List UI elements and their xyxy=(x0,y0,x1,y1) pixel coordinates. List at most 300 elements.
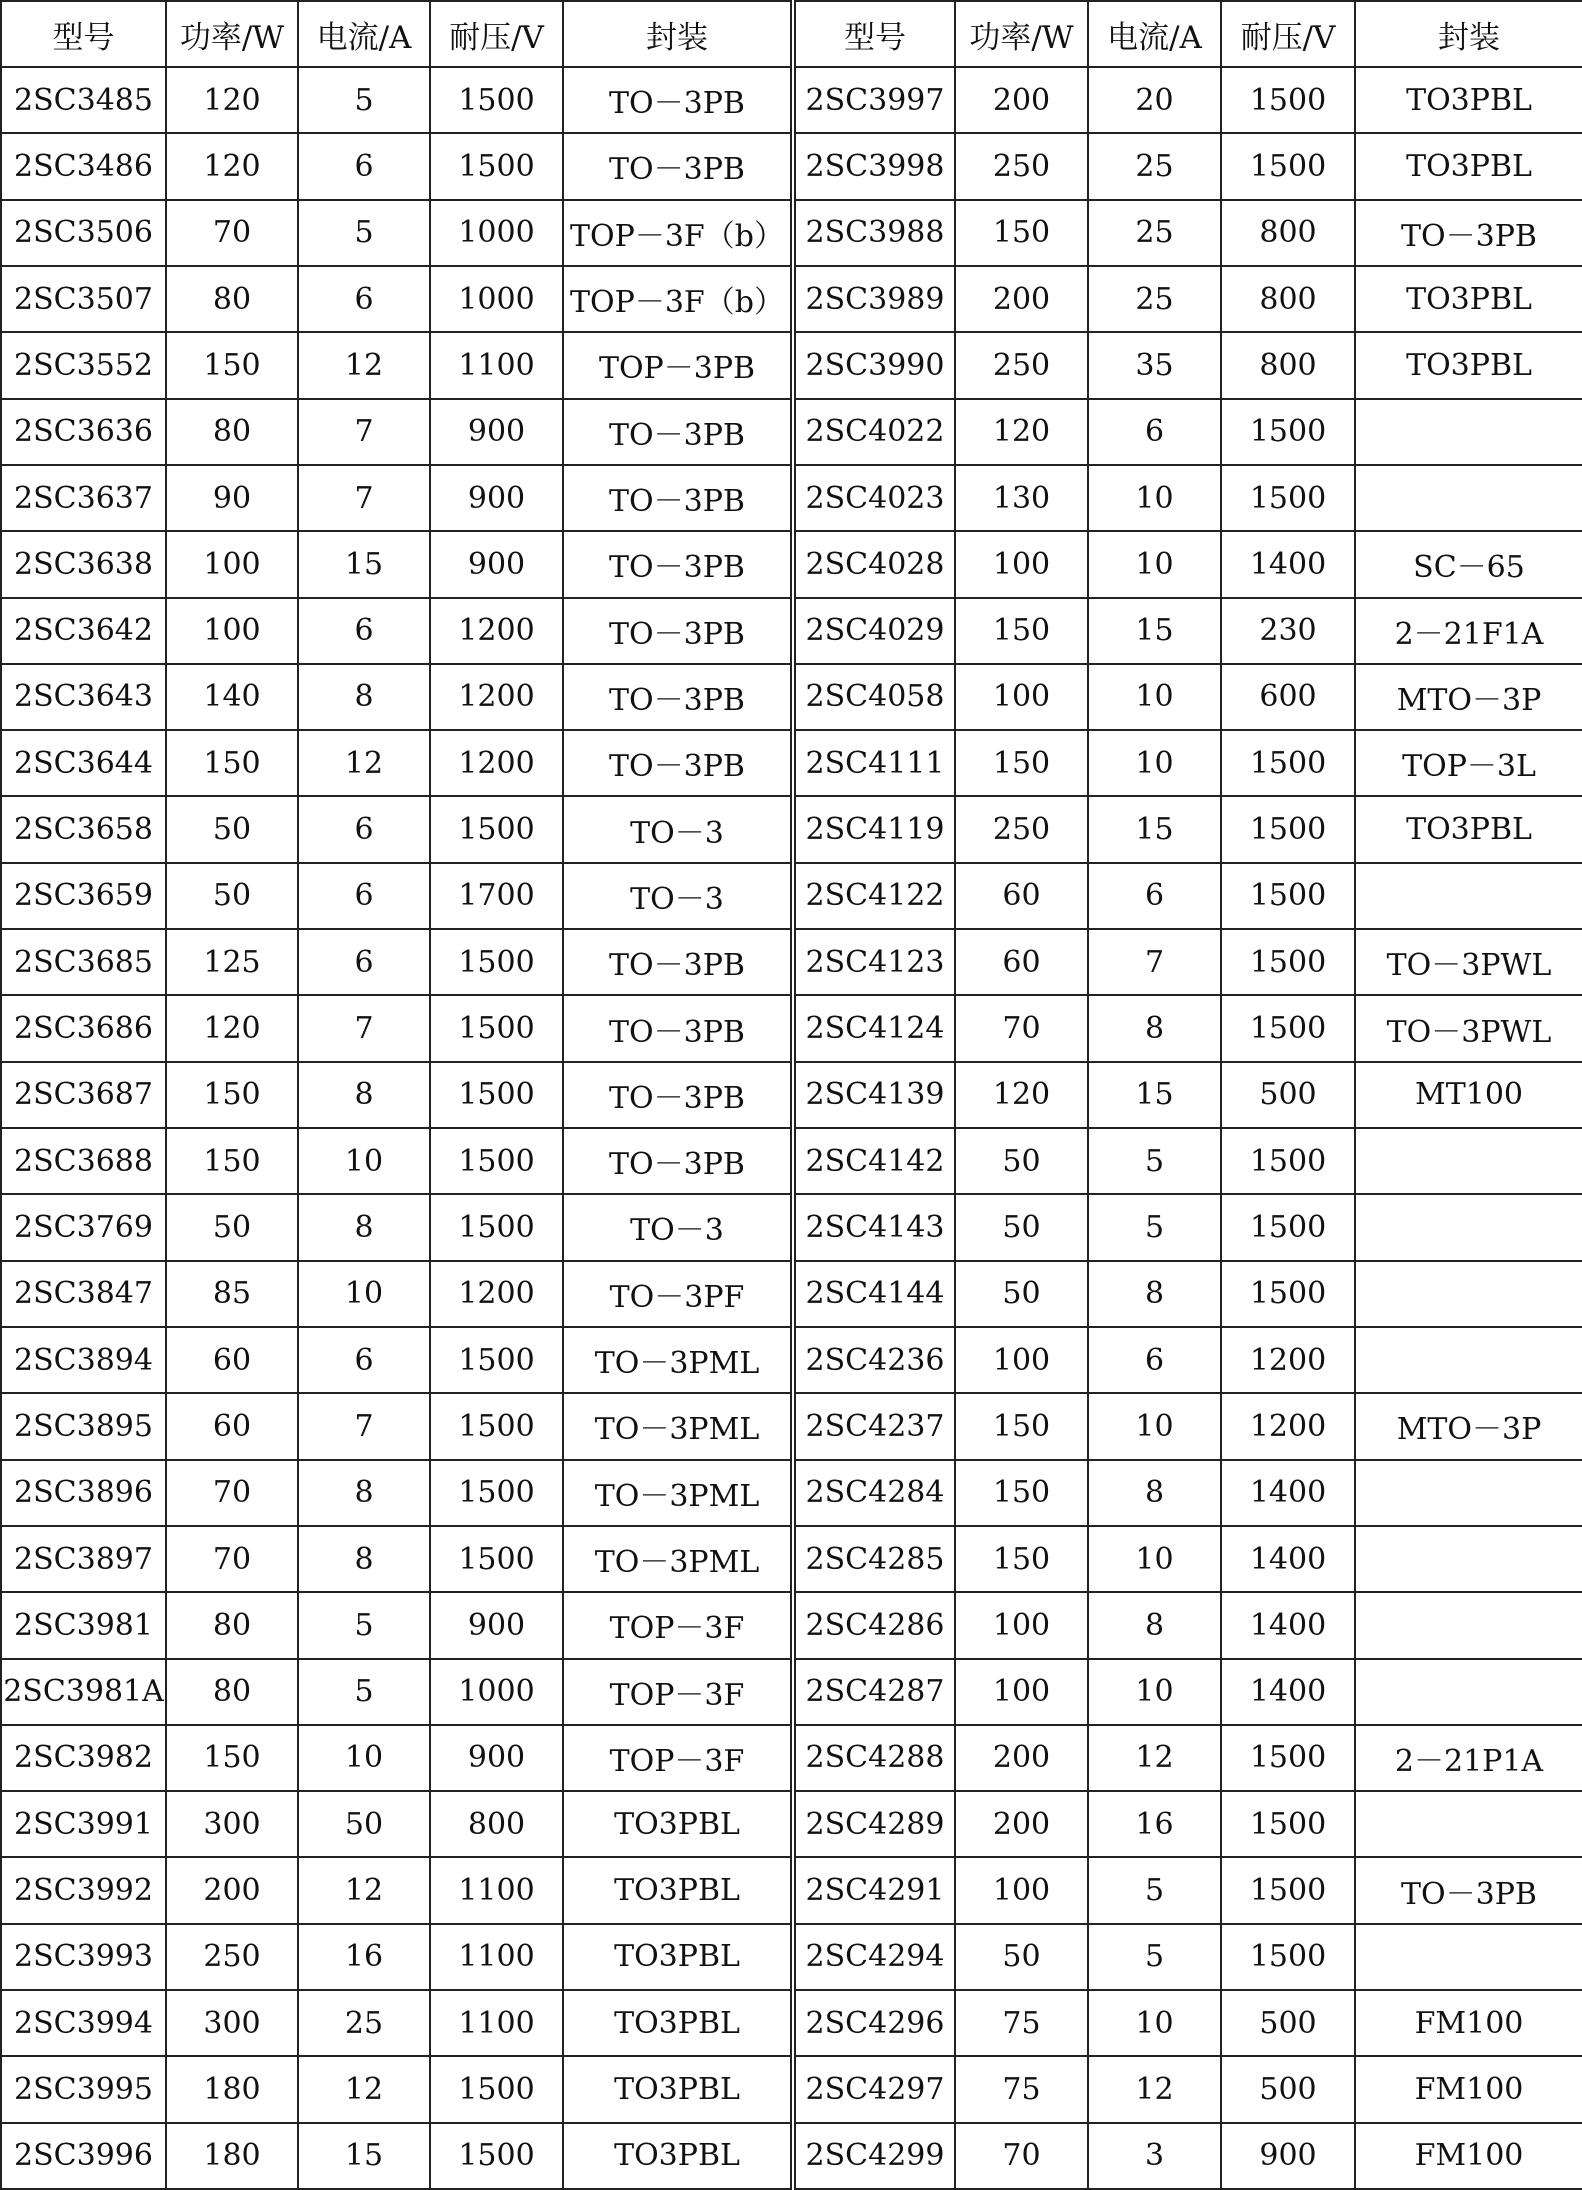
table-row xyxy=(1,2123,1582,2189)
cell-current-right: 10 xyxy=(1088,1659,1221,1725)
cell-voltage-left: 1500 xyxy=(430,929,563,995)
cell-model-right: 2SC4288 xyxy=(793,1725,955,1791)
cell-voltage-left: 1500 xyxy=(430,67,563,133)
cell-package-right: MTO－3P xyxy=(1355,664,1582,730)
cell-voltage-right: 1200 xyxy=(1221,1327,1355,1393)
cell-package-left: TO－3PB xyxy=(563,598,793,664)
cell-power-right: 200 xyxy=(955,1791,1088,1857)
cell-package-left: TO－3 xyxy=(563,1194,793,1260)
cell-voltage-left: 1500 xyxy=(430,796,563,862)
cell-package-left: TO3PBL xyxy=(563,1990,793,2056)
cell-package-right xyxy=(1355,1261,1582,1327)
table-row xyxy=(1,1791,1582,1857)
cell-voltage-left: 1700 xyxy=(430,863,563,929)
cell-current-left: 50 xyxy=(298,1791,430,1857)
cell-voltage-left: 800 xyxy=(430,1791,563,1857)
cell-power-right: 100 xyxy=(955,1857,1088,1923)
table-row xyxy=(1,332,1582,398)
cell-package-left: TO－3PB xyxy=(563,1062,793,1128)
cell-current-right: 8 xyxy=(1088,995,1221,1061)
cell-current-right: 12 xyxy=(1088,2056,1221,2122)
table-row xyxy=(1,1327,1582,1393)
cell-voltage-right: 1500 xyxy=(1221,399,1355,465)
cell-power-right: 150 xyxy=(955,730,1088,796)
cell-package-left: TO－3 xyxy=(563,796,793,862)
cell-package-right xyxy=(1355,863,1582,929)
cell-current-right: 3 xyxy=(1088,2123,1221,2189)
table-row xyxy=(1,133,1582,199)
cell-package-left: TO－3PB xyxy=(563,133,793,199)
cell-package-left: TO－3PB xyxy=(563,399,793,465)
cell-power-left: 200 xyxy=(166,1857,298,1923)
cell-model-left: 2SC3486 xyxy=(1,133,166,199)
header-current-right: 电流/A xyxy=(1088,1,1221,67)
cell-model-left: 2SC3638 xyxy=(1,531,166,597)
cell-model-left: 2SC3996 xyxy=(1,2123,166,2189)
cell-package-right: TO3PBL xyxy=(1355,266,1582,332)
cell-power-right: 50 xyxy=(955,1128,1088,1194)
cell-power-right: 50 xyxy=(955,1924,1088,1990)
cell-power-right: 50 xyxy=(955,1261,1088,1327)
cell-power-left: 60 xyxy=(166,1327,298,1393)
cell-package-right: TO－3PB xyxy=(1355,1857,1582,1923)
cell-voltage-right: 1500 xyxy=(1221,796,1355,862)
cell-current-right: 20 xyxy=(1088,67,1221,133)
cell-voltage-right: 1500 xyxy=(1221,465,1355,531)
cell-power-right: 75 xyxy=(955,2056,1088,2122)
cell-model-right: 2SC4022 xyxy=(793,399,955,465)
table-row xyxy=(1,67,1582,133)
cell-current-left: 10 xyxy=(298,1128,430,1194)
cell-current-left: 5 xyxy=(298,1659,430,1725)
cell-package-left: TO－3PB xyxy=(563,730,793,796)
cell-voltage-right: 1500 xyxy=(1221,67,1355,133)
cell-package-left: TO－3PML xyxy=(563,1393,793,1459)
cell-package-right: SC－65 xyxy=(1355,531,1582,597)
cell-current-right: 15 xyxy=(1088,796,1221,862)
cell-model-right: 2SC4287 xyxy=(793,1659,955,1725)
cell-package-left: TO3PBL xyxy=(563,2123,793,2189)
cell-model-right: 2SC4029 xyxy=(793,598,955,664)
cell-power-right: 150 xyxy=(955,598,1088,664)
cell-current-left: 8 xyxy=(298,1194,430,1260)
cell-current-left: 12 xyxy=(298,1857,430,1923)
cell-model-right: 2SC4297 xyxy=(793,2056,955,2122)
cell-package-left: TOP－3F xyxy=(563,1592,793,1658)
cell-voltage-right: 500 xyxy=(1221,1990,1355,2056)
cell-package-left: TO－3PB xyxy=(563,1128,793,1194)
cell-model-left: 2SC3686 xyxy=(1,995,166,1061)
cell-current-left: 8 xyxy=(298,1526,430,1592)
cell-power-left: 100 xyxy=(166,598,298,664)
cell-power-right: 150 xyxy=(955,200,1088,266)
cell-voltage-left: 1100 xyxy=(430,1924,563,1990)
cell-power-right: 100 xyxy=(955,1659,1088,1725)
cell-model-left: 2SC3685 xyxy=(1,929,166,995)
cell-power-left: 120 xyxy=(166,995,298,1061)
header-model-right: 型号 xyxy=(793,1,955,67)
cell-package-left: TO3PBL xyxy=(563,1791,793,1857)
cell-power-left: 150 xyxy=(166,332,298,398)
cell-model-right: 2SC4286 xyxy=(793,1592,955,1658)
cell-current-left: 5 xyxy=(298,1592,430,1658)
cell-current-left: 25 xyxy=(298,1990,430,2056)
cell-current-left: 6 xyxy=(298,598,430,664)
table-row xyxy=(1,598,1582,664)
cell-power-left: 80 xyxy=(166,266,298,332)
cell-current-right: 10 xyxy=(1088,1393,1221,1459)
cell-current-left: 8 xyxy=(298,1062,430,1128)
table-row xyxy=(1,995,1582,1061)
cell-current-left: 7 xyxy=(298,465,430,531)
cell-power-left: 60 xyxy=(166,1393,298,1459)
cell-power-left: 70 xyxy=(166,200,298,266)
header-current-left: 电流/A xyxy=(298,1,430,67)
cell-current-right: 15 xyxy=(1088,598,1221,664)
cell-model-right: 2SC3988 xyxy=(793,200,955,266)
cell-package-right xyxy=(1355,1924,1582,1990)
cell-model-left: 2SC3637 xyxy=(1,465,166,531)
cell-current-right: 7 xyxy=(1088,929,1221,995)
cell-package-right: TO－3PWL xyxy=(1355,929,1582,995)
cell-model-left: 2SC3769 xyxy=(1,1194,166,1260)
cell-model-right: 2SC4296 xyxy=(793,1990,955,2056)
cell-current-left: 16 xyxy=(298,1924,430,1990)
cell-model-left: 2SC3895 xyxy=(1,1393,166,1459)
cell-current-left: 7 xyxy=(298,1393,430,1459)
cell-model-left: 2SC3642 xyxy=(1,598,166,664)
cell-model-right: 2SC3998 xyxy=(793,133,955,199)
cell-voltage-right: 1400 xyxy=(1221,531,1355,597)
cell-power-right: 120 xyxy=(955,1062,1088,1128)
cell-voltage-right: 800 xyxy=(1221,266,1355,332)
cell-power-right: 250 xyxy=(955,133,1088,199)
cell-power-right: 150 xyxy=(955,1393,1088,1459)
cell-package-left: TOP－3F（b） xyxy=(563,200,793,266)
cell-power-left: 300 xyxy=(166,1791,298,1857)
cell-package-right xyxy=(1355,1592,1582,1658)
cell-voltage-right: 1500 xyxy=(1221,133,1355,199)
cell-current-left: 5 xyxy=(298,200,430,266)
cell-voltage-left: 1200 xyxy=(430,664,563,730)
cell-current-left: 7 xyxy=(298,399,430,465)
cell-model-left: 2SC3659 xyxy=(1,863,166,929)
cell-model-left: 2SC3687 xyxy=(1,1062,166,1128)
cell-power-left: 100 xyxy=(166,531,298,597)
cell-voltage-left: 1500 xyxy=(430,133,563,199)
cell-model-right: 2SC4124 xyxy=(793,995,955,1061)
cell-model-right: 2SC4289 xyxy=(793,1791,955,1857)
cell-voltage-left: 1500 xyxy=(430,1526,563,1592)
header-model-left: 型号 xyxy=(1,1,166,67)
cell-current-right: 6 xyxy=(1088,1327,1221,1393)
cell-current-left: 8 xyxy=(298,1460,430,1526)
header-voltage-right: 耐压/V xyxy=(1221,1,1355,67)
cell-model-right: 2SC4291 xyxy=(793,1857,955,1923)
table-row xyxy=(1,664,1582,730)
cell-package-left: TOP－3F xyxy=(563,1725,793,1791)
table-row xyxy=(1,1592,1582,1658)
table-row xyxy=(1,266,1582,332)
cell-model-right: 2SC4123 xyxy=(793,929,955,995)
cell-package-left: TO3PBL xyxy=(563,1857,793,1923)
table-row xyxy=(1,2056,1582,2122)
cell-model-right: 2SC4139 xyxy=(793,1062,955,1128)
cell-current-right: 6 xyxy=(1088,399,1221,465)
cell-model-left: 2SC3981 xyxy=(1,1592,166,1658)
cell-voltage-left: 1500 xyxy=(430,995,563,1061)
table-row xyxy=(1,1526,1582,1592)
table-row xyxy=(1,531,1582,597)
cell-voltage-right: 1400 xyxy=(1221,1460,1355,1526)
cell-package-left: TO－3PML xyxy=(563,1526,793,1592)
cell-current-right: 25 xyxy=(1088,266,1221,332)
cell-power-right: 100 xyxy=(955,1327,1088,1393)
cell-model-left: 2SC3636 xyxy=(1,399,166,465)
cell-voltage-left: 1000 xyxy=(430,1659,563,1725)
cell-power-left: 50 xyxy=(166,863,298,929)
cell-model-right: 2SC4111 xyxy=(793,730,955,796)
cell-package-right xyxy=(1355,465,1582,531)
cell-current-left: 7 xyxy=(298,995,430,1061)
cell-current-left: 12 xyxy=(298,332,430,398)
table-row xyxy=(1,929,1582,995)
cell-power-right: 50 xyxy=(955,1194,1088,1260)
cell-power-right: 60 xyxy=(955,929,1088,995)
cell-voltage-right: 1400 xyxy=(1221,1526,1355,1592)
cell-package-right: TO3PBL xyxy=(1355,332,1582,398)
cell-power-right: 150 xyxy=(955,1526,1088,1592)
cell-package-right: MT100 xyxy=(1355,1062,1582,1128)
cell-voltage-right: 1500 xyxy=(1221,863,1355,929)
cell-power-right: 100 xyxy=(955,664,1088,730)
cell-power-right: 200 xyxy=(955,67,1088,133)
header-package-right: 封装 xyxy=(1355,1,1582,67)
cell-package-right xyxy=(1355,1128,1582,1194)
table-row xyxy=(1,796,1582,862)
cell-package-right xyxy=(1355,1659,1582,1725)
cell-power-left: 120 xyxy=(166,67,298,133)
cell-power-right: 70 xyxy=(955,2123,1088,2189)
cell-voltage-right: 230 xyxy=(1221,598,1355,664)
cell-package-left: TO－3PB xyxy=(563,664,793,730)
cell-voltage-left: 1500 xyxy=(430,1327,563,1393)
cell-voltage-right: 1500 xyxy=(1221,730,1355,796)
cell-voltage-right: 1400 xyxy=(1221,1659,1355,1725)
cell-model-right: 2SC4144 xyxy=(793,1261,955,1327)
cell-model-right: 2SC4284 xyxy=(793,1460,955,1526)
cell-model-right: 2SC4058 xyxy=(793,664,955,730)
cell-voltage-right: 500 xyxy=(1221,1062,1355,1128)
cell-voltage-left: 1500 xyxy=(430,1460,563,1526)
table-row xyxy=(1,730,1582,796)
cell-current-right: 15 xyxy=(1088,1062,1221,1128)
table-row xyxy=(1,1194,1582,1260)
cell-package-left: TO3PBL xyxy=(563,2056,793,2122)
cell-current-left: 6 xyxy=(298,266,430,332)
cell-package-right xyxy=(1355,1526,1582,1592)
cell-voltage-right: 500 xyxy=(1221,2056,1355,2122)
cell-package-right: 2－21F1A xyxy=(1355,598,1582,664)
cell-model-right: 2SC4236 xyxy=(793,1327,955,1393)
cell-power-right: 100 xyxy=(955,1592,1088,1658)
cell-model-left: 2SC3993 xyxy=(1,1924,166,1990)
cell-package-left: TOP－3PB xyxy=(563,332,793,398)
cell-model-right: 2SC4122 xyxy=(793,863,955,929)
cell-power-left: 180 xyxy=(166,2123,298,2189)
cell-current-right: 10 xyxy=(1088,1526,1221,1592)
cell-voltage-right: 1500 xyxy=(1221,1857,1355,1923)
cell-current-right: 6 xyxy=(1088,863,1221,929)
cell-model-right: 2SC4028 xyxy=(793,531,955,597)
cell-power-right: 100 xyxy=(955,531,1088,597)
cell-model-right: 2SC4299 xyxy=(793,2123,955,2189)
cell-power-right: 200 xyxy=(955,266,1088,332)
header-row xyxy=(1,1,1582,67)
cell-power-right: 70 xyxy=(955,995,1088,1061)
cell-package-left: TO－3PB xyxy=(563,67,793,133)
cell-voltage-left: 1200 xyxy=(430,730,563,796)
cell-current-left: 6 xyxy=(298,1327,430,1393)
cell-model-right: 2SC3990 xyxy=(793,332,955,398)
cell-model-right: 2SC4143 xyxy=(793,1194,955,1260)
cell-voltage-left: 900 xyxy=(430,531,563,597)
cell-voltage-left: 1500 xyxy=(430,1062,563,1128)
cell-model-left: 2SC3644 xyxy=(1,730,166,796)
table-row xyxy=(1,1857,1582,1923)
cell-current-right: 10 xyxy=(1088,531,1221,597)
cell-power-right: 150 xyxy=(955,1460,1088,1526)
cell-package-left: TO3PBL xyxy=(563,1924,793,1990)
cell-package-left: TO－3PB xyxy=(563,531,793,597)
cell-model-left: 2SC3981A xyxy=(1,1659,166,1725)
cell-current-right: 10 xyxy=(1088,465,1221,531)
cell-power-left: 70 xyxy=(166,1526,298,1592)
cell-power-left: 140 xyxy=(166,664,298,730)
cell-voltage-right: 1500 xyxy=(1221,995,1355,1061)
cell-package-right: FM100 xyxy=(1355,1990,1582,2056)
cell-voltage-left: 1100 xyxy=(430,1857,563,1923)
cell-current-left: 5 xyxy=(298,67,430,133)
cell-power-right: 250 xyxy=(955,796,1088,862)
cell-current-right: 8 xyxy=(1088,1592,1221,1658)
cell-current-left: 12 xyxy=(298,730,430,796)
cell-voltage-right: 600 xyxy=(1221,664,1355,730)
cell-model-left: 2SC3506 xyxy=(1,200,166,266)
cell-power-left: 300 xyxy=(166,1990,298,2056)
cell-power-left: 125 xyxy=(166,929,298,995)
cell-package-right: TO－3PWL xyxy=(1355,995,1582,1061)
cell-voltage-left: 1500 xyxy=(430,2123,563,2189)
cell-model-right: 2SC4237 xyxy=(793,1393,955,1459)
cell-power-left: 70 xyxy=(166,1460,298,1526)
cell-current-right: 5 xyxy=(1088,1128,1221,1194)
table-row xyxy=(1,1725,1582,1791)
cell-model-right: 2SC4119 xyxy=(793,796,955,862)
cell-package-left: TO－3PML xyxy=(563,1460,793,1526)
cell-model-right: 2SC3997 xyxy=(793,67,955,133)
cell-power-right: 130 xyxy=(955,465,1088,531)
cell-current-left: 6 xyxy=(298,929,430,995)
cell-package-right: TO3PBL xyxy=(1355,67,1582,133)
cell-power-left: 80 xyxy=(166,1659,298,1725)
cell-package-left: TO－3PB xyxy=(563,995,793,1061)
cell-package-right: 2－21P1A xyxy=(1355,1725,1582,1791)
cell-model-left: 2SC3897 xyxy=(1,1526,166,1592)
cell-current-left: 10 xyxy=(298,1261,430,1327)
cell-current-right: 10 xyxy=(1088,664,1221,730)
cell-voltage-left: 1100 xyxy=(430,332,563,398)
cell-current-left: 10 xyxy=(298,1725,430,1791)
cell-current-right: 5 xyxy=(1088,1924,1221,1990)
cell-model-left: 2SC3507 xyxy=(1,266,166,332)
cell-power-left: 50 xyxy=(166,1194,298,1260)
cell-current-right: 35 xyxy=(1088,332,1221,398)
cell-current-right: 5 xyxy=(1088,1194,1221,1260)
header-voltage-left: 耐压/V xyxy=(430,1,563,67)
cell-package-right xyxy=(1355,399,1582,465)
cell-package-left: TO－3PB xyxy=(563,465,793,531)
header-power-left: 功率/W xyxy=(166,1,298,67)
cell-package-right: TOP－3L xyxy=(1355,730,1582,796)
table-row xyxy=(1,1924,1582,1990)
table-row xyxy=(1,465,1582,531)
table-row xyxy=(1,1393,1582,1459)
cell-voltage-left: 900 xyxy=(430,1592,563,1658)
cell-voltage-left: 1500 xyxy=(430,2056,563,2122)
cell-power-left: 180 xyxy=(166,2056,298,2122)
cell-voltage-left: 1000 xyxy=(430,200,563,266)
cell-power-left: 80 xyxy=(166,1592,298,1658)
cell-power-left: 150 xyxy=(166,1128,298,1194)
cell-package-left: TO－3PF xyxy=(563,1261,793,1327)
cell-model-left: 2SC3992 xyxy=(1,1857,166,1923)
cell-current-left: 15 xyxy=(298,2123,430,2189)
table-row xyxy=(1,399,1582,465)
cell-current-left: 6 xyxy=(298,133,430,199)
cell-package-right xyxy=(1355,1194,1582,1260)
table-row xyxy=(1,1062,1582,1128)
cell-package-left: TO－3PB xyxy=(563,929,793,995)
cell-model-left: 2SC3643 xyxy=(1,664,166,730)
cell-voltage-left: 1500 xyxy=(430,1194,563,1260)
cell-current-right: 8 xyxy=(1088,1460,1221,1526)
cell-package-right: TO3PBL xyxy=(1355,133,1582,199)
cell-voltage-left: 1500 xyxy=(430,1393,563,1459)
cell-power-left: 150 xyxy=(166,730,298,796)
cell-voltage-right: 900 xyxy=(1221,2123,1355,2189)
cell-voltage-left: 1000 xyxy=(430,266,563,332)
header-package-left: 封装 xyxy=(563,1,793,67)
table-row xyxy=(1,200,1582,266)
cell-model-left: 2SC3847 xyxy=(1,1261,166,1327)
cell-voltage-right: 1500 xyxy=(1221,1261,1355,1327)
cell-power-left: 250 xyxy=(166,1924,298,1990)
cell-power-right: 75 xyxy=(955,1990,1088,2056)
cell-model-right: 2SC4285 xyxy=(793,1526,955,1592)
cell-power-left: 50 xyxy=(166,796,298,862)
cell-voltage-left: 1500 xyxy=(430,1128,563,1194)
cell-model-left: 2SC3552 xyxy=(1,332,166,398)
cell-voltage-left: 1100 xyxy=(430,1990,563,2056)
table-body xyxy=(1,67,1582,2189)
cell-current-right: 8 xyxy=(1088,1261,1221,1327)
cell-package-right: FM100 xyxy=(1355,2056,1582,2122)
cell-model-right: 2SC3989 xyxy=(793,266,955,332)
cell-current-right: 10 xyxy=(1088,1990,1221,2056)
cell-voltage-left: 1200 xyxy=(430,1261,563,1327)
cell-model-left: 2SC3658 xyxy=(1,796,166,862)
